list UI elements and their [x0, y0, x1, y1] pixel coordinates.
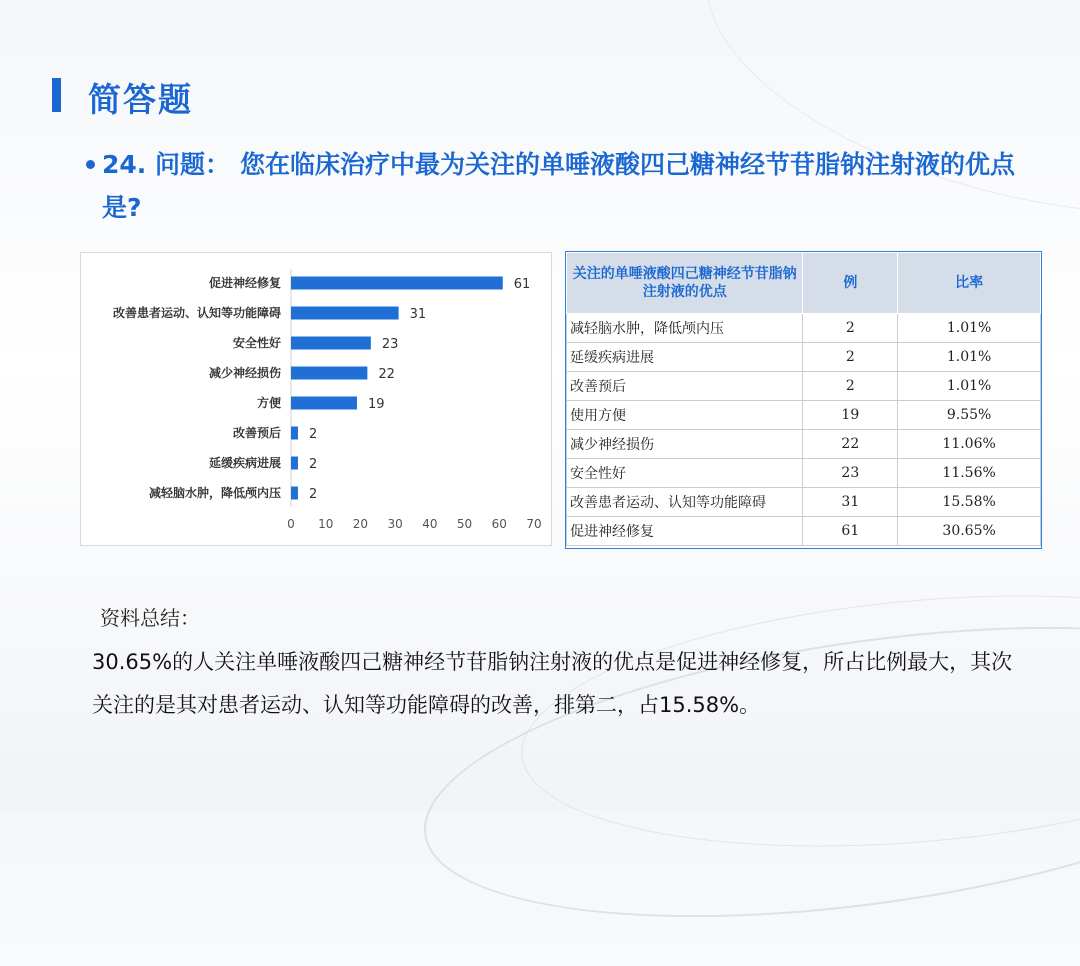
cell-rate: 1.01%	[898, 343, 1041, 372]
table-row	[567, 459, 1041, 488]
bar	[291, 487, 298, 500]
cell-advantage: 减少神经损伤	[567, 430, 803, 459]
section-title: 简答题	[88, 80, 193, 119]
data-label: 19	[367, 397, 385, 412]
bar	[291, 307, 399, 320]
x-tick-label: 30	[387, 517, 403, 531]
cell-count: 23	[803, 459, 898, 488]
data-label: 2	[308, 427, 318, 442]
cell-advantage: 改善预后	[567, 372, 803, 401]
cell-rate: 11.56%	[898, 459, 1041, 488]
x-tick-label: 10	[318, 517, 334, 531]
cell-advantage: 改善患者运动、认知等功能障碍	[567, 488, 803, 517]
cell-count: 22	[803, 430, 898, 459]
summary-label: 资料总结：	[100, 606, 200, 630]
x-tick-label: 20	[352, 517, 369, 531]
y-tick-label: 减少神经损伤	[208, 366, 281, 380]
data-label: 2	[308, 457, 318, 472]
table-header-count: 例	[803, 253, 898, 314]
table-row	[567, 314, 1041, 343]
cell-rate: 15.58%	[898, 488, 1041, 517]
section-accent-bar	[52, 78, 61, 112]
question-number: 24. 问题：	[102, 150, 230, 179]
cell-advantage: 延缓疾病进展	[567, 343, 803, 372]
table-row	[567, 343, 1041, 372]
cell-rate: 1.01%	[898, 314, 1041, 343]
background-swoosh	[674, 0, 1080, 271]
table-row	[567, 430, 1041, 459]
data-label: 2	[308, 487, 318, 502]
cell-rate: 11.06%	[898, 430, 1041, 459]
y-tick-label: 延缓疾病进展	[208, 456, 281, 470]
data-label: 31	[409, 307, 427, 322]
y-tick-label: 方便	[256, 396, 281, 410]
bullet-icon	[86, 160, 95, 169]
bar	[291, 397, 357, 410]
data-label: 22	[378, 367, 395, 382]
cell-advantage: 使用方便	[567, 401, 803, 430]
cell-count: 2	[803, 343, 898, 372]
table-row	[567, 517, 1041, 546]
data-label: 61	[513, 277, 531, 292]
table-header-advantage: 关注的单唾液酸四己糖神经节苷脂钠注射液的优点	[567, 253, 803, 314]
data-table	[565, 251, 1042, 549]
cell-count: 31	[803, 488, 898, 517]
cell-count: 2	[803, 372, 898, 401]
cell-count: 61	[803, 517, 898, 546]
question-text: 您在临床治疗中最为关注的单唾液酸四己糖神经节苷脂钠注射液的优点是?	[102, 150, 1016, 222]
table-row	[567, 372, 1041, 401]
table-row	[567, 401, 1041, 430]
cell-advantage: 安全性好	[567, 459, 803, 488]
bar	[291, 337, 371, 350]
x-tick-label: 40	[422, 517, 438, 531]
table-header-row	[567, 253, 1041, 314]
x-tick-label: 0	[287, 517, 295, 531]
y-tick-label: 安全性好	[232, 336, 281, 350]
table-row	[567, 488, 1041, 517]
question	[102, 143, 1022, 229]
cell-advantage: 促进神经修复	[567, 517, 803, 546]
cell-rate: 9.55%	[898, 401, 1041, 430]
y-tick-label: 减轻脑水肿，降低颅内压	[148, 486, 281, 500]
table-header-rate: 比率	[898, 253, 1041, 314]
cell-advantage: 减轻脑水肿，降低颅内压	[567, 314, 803, 343]
cell-rate: 1.01%	[898, 372, 1041, 401]
x-tick-label: 50	[456, 517, 473, 531]
bar	[291, 457, 298, 470]
summary-text: 30.65%的人关注单唾液酸四己糖神经节苷脂钠注射液的优点是促进神经修复，所占比例最大，其次关注的是其对患者运动、认知等功能障碍的改善，排第二，占15.58%。	[92, 650, 1013, 717]
bar-chart	[80, 252, 552, 546]
y-tick-label: 改善预后	[232, 426, 281, 440]
cell-count: 2	[803, 314, 898, 343]
y-tick-label: 促进神经修复	[208, 276, 281, 290]
y-tick-label: 改善患者运动、认知等功能障碍	[112, 306, 281, 320]
bar	[291, 427, 298, 440]
cell-rate: 30.65%	[898, 517, 1041, 546]
bar	[291, 277, 503, 290]
x-tick-label: 70	[526, 517, 542, 531]
data-label: 23	[381, 337, 399, 352]
bar-chart-svg	[81, 253, 551, 545]
cell-count: 19	[803, 401, 898, 430]
x-tick-label: 60	[491, 517, 507, 531]
bar	[291, 367, 367, 380]
